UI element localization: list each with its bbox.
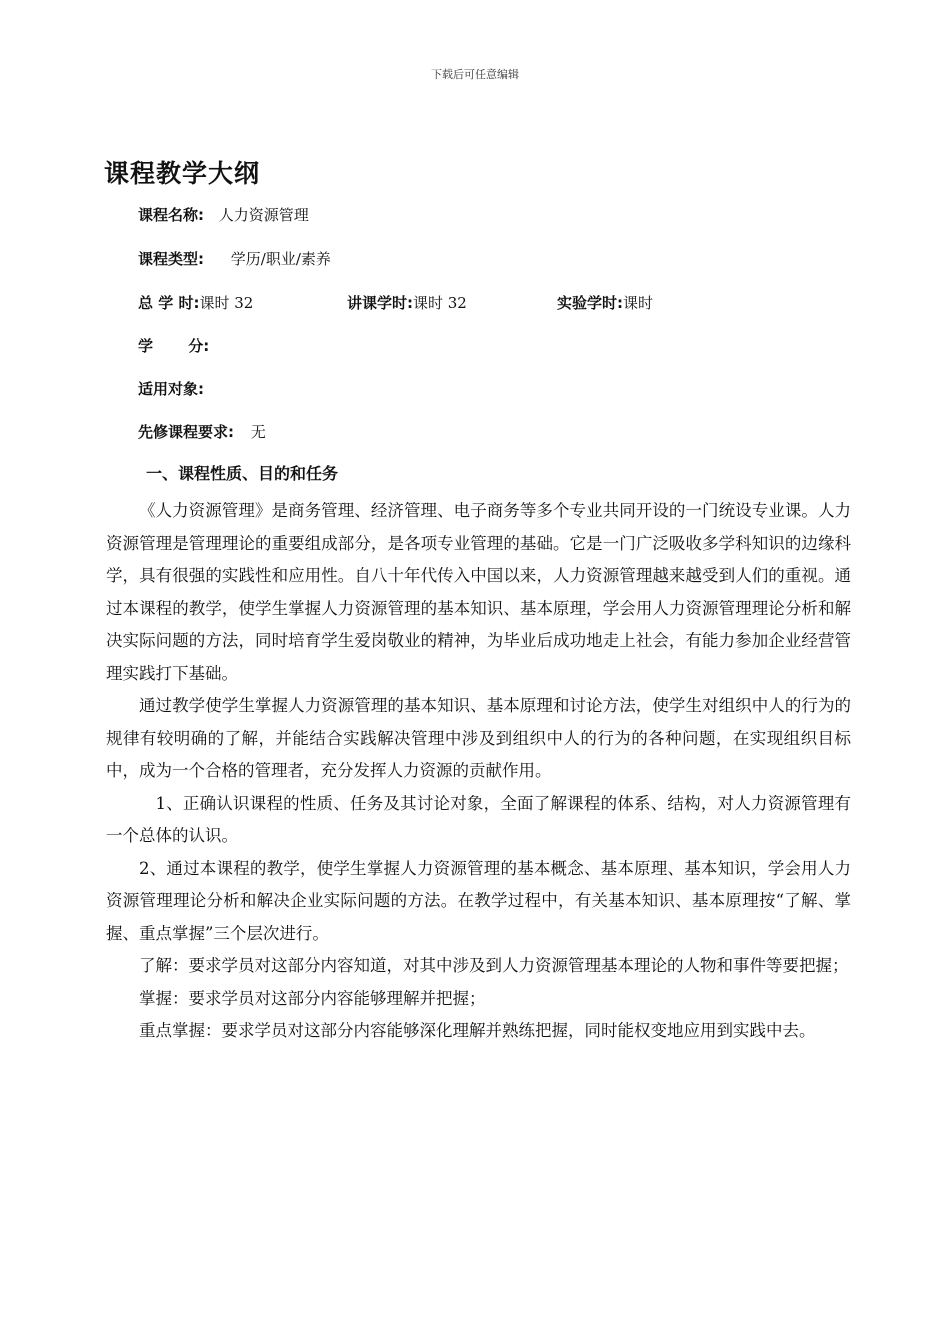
field-label: 先修课程要求: <box>138 423 234 441</box>
field-value: 人力资源管理 <box>218 206 309 224</box>
section-heading: 一、课程性质、目的和任务 <box>146 464 339 483</box>
field-prerequisites <box>138 421 266 442</box>
paragraph: 通过教学使学生掌握人力资源管理的基本知识、基本原理和讨论方法，使学生对组织中人的行为的规律有较明确的了解，并能结合实践解决管理中涉及到组织中人的行为的各种问题，在实现组织目标中，成为一个合格的管理者，充分发挥人力资源的贡献作用。 <box>106 696 851 780</box>
field-audience <box>138 378 204 399</box>
paragraph: 2、通过本课程的教学，使学生掌握人力资源管理的基本概念、基本原理、基本知识，学会用人力资源管理理论分析和解决企业实际问题的方法。在教学过程中，有关基本知识、基本原理按“了解、掌握、重点掌握”三个层次进行。 <box>106 858 851 943</box>
paragraph: 掌握：要求学员对这部分内容能够理解并把握； <box>139 988 486 1008</box>
field-course-type <box>138 248 331 269</box>
total-hours <box>138 292 253 313</box>
paragraph: 1、正确认识课程的性质、任务及其讨论对象，全面了解课程的体系、结构，对人力资源管理有一个总体的认识。 <box>106 793 851 845</box>
document-title: 课程教学大纲 <box>104 159 261 188</box>
field-label: 课程名称: <box>138 206 204 224</box>
section-body <box>106 495 851 1048</box>
field-label: 学 分: <box>138 337 210 355</box>
field-label: 讲课学时: <box>347 294 413 312</box>
field-value: 课时 <box>623 294 654 312</box>
paragraph: 《人力资源管理》是商务管理、经济管理、电子商务等多个专业共同开设的一门统设专业课。人力资源管理是管理理论的重要组成部分，是各项专业管理的基础。它是一门广泛吸收多学科知识的边缘科学，具有很强的实践性和应用性。自八十年代传入中国以来，人力资源管理越来越受到人们的重视。通过本课程的教学，使学生掌握人力资源管理的基本知识、基本原理，学会用人力资源管理理论分析和解决实际问题的方法，同时培育学生爱岗敬业的精神，为毕业后成功地走上社会，有能力参加企业经营管理实践打下基础。 <box>106 501 851 683</box>
paragraph: 了解：要求学员对这部分内容知道，对其中涉及到人力资源管理基本理论的人物和事件等要把握； <box>139 956 849 975</box>
field-course-name <box>138 204 309 225</box>
field-value: 课时 32 <box>413 294 467 312</box>
field-credits <box>138 335 209 356</box>
lecture-hours <box>347 292 467 313</box>
field-label: 总 学 时: <box>138 294 200 312</box>
paragraph: 重点掌握：要求学员对这部分内容能够深化理解并熟练把握，同时能权变地应用到实践中去。 <box>139 1021 816 1040</box>
header-note: 下载后可任意编辑 <box>431 68 519 81</box>
field-value: 无 <box>250 423 266 441</box>
field-label: 课程类型: <box>138 250 204 268</box>
lab-hours <box>557 292 653 313</box>
field-label: 实验学时: <box>557 294 623 312</box>
field-value: 学历/职业/素养 <box>230 250 331 268</box>
hours-row <box>138 292 838 314</box>
field-value: 课时 32 <box>199 294 254 312</box>
field-label: 适用对象: <box>138 380 204 398</box>
